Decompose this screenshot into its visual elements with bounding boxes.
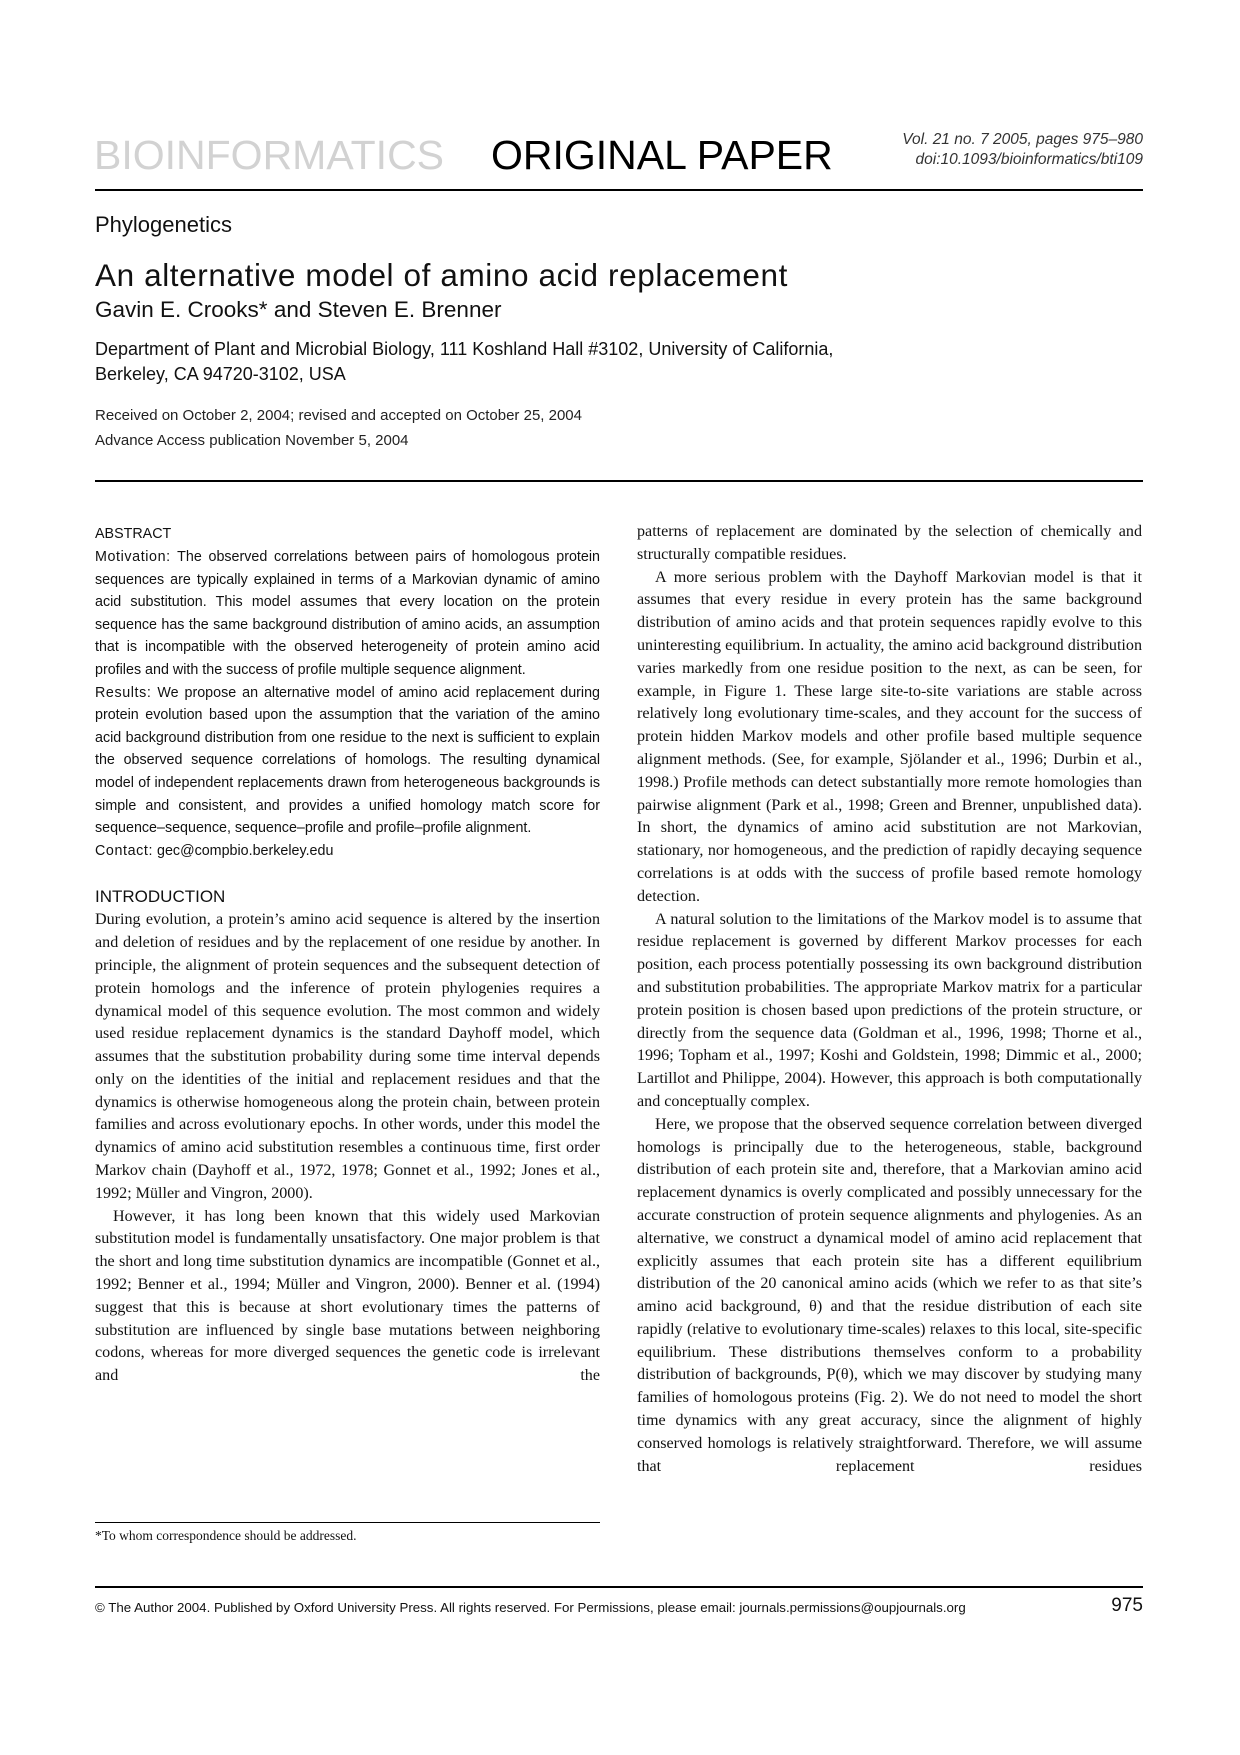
journal-name: BIOINFORMATICS — [94, 132, 445, 178]
abstract-contact — [95, 840, 600, 863]
body-paragraph: A natural solution to the limitations of the Markov model is to assume that residue replacement is governed by different Markov processes for each position, each process potentially possessing its own background distribution and substitution probabilities. The appropriate Markov matrix for a particular protein position is chosen based upon predictions of the protein structure, or directly from the sequence data (Goldman et al., 1996, 1998; Thorne et al., 1996; Topham et al., 1997; Koshi and Goldstein, 1998; Dimmic et al., 2000; Lartillot and Philippe, 2004). However, this approach is both computationally and conceptually complex. — [637, 910, 1142, 1110]
left-column — [95, 523, 600, 1388]
body-paragraph: However, it has long been known that this widely used Markovian substitution model is fundamentally unsatisfactory. One major problem is that the short and long time substitution dynamics are incompatible (Gonnet et al., 1992; Benner et al., 1994; Müller and Vingron, 2000). Benner et al. (1994) suggest that this is because at short evolutionary times the patterns of substitution are influenced by single base mutations between neighboring codons, whereas for more diverged sequences the genetic code is irrelevant and the — [95, 1207, 600, 1385]
paper-title: An alternative model of amino acid replacement — [95, 257, 788, 293]
right-column — [637, 521, 1142, 1478]
authors: Gavin E. Crooks* and Steven E. Brenner — [95, 297, 502, 322]
publication-dates — [95, 403, 582, 453]
front-matter-rule — [95, 480, 1143, 482]
advance-access-date: Advance Access publication November 5, 2004 — [95, 432, 409, 449]
footnote-rule — [95, 1522, 600, 1523]
section-category: Phylogenetics — [95, 212, 232, 237]
introduction-heading: INTRODUCTION — [95, 887, 226, 907]
copyright-notice: © The Author 2004. Published by Oxford University Press. All rights reserved. For Permissions, please email: journals.permissions@oupjournals.org — [95, 1600, 966, 1615]
body-paragraph: Here, we propose that the observed sequence correlation between diverged homologs is principally due to the heterogeneous, stable, background distribution of each protein site and, therefore, that a Markovian amino acid replacement dynamics is overly complicated and possibly unnecessary for the accurate construction of protein sequence alignments and phylogenies. As an alternative, we construct a dynamical model of amino acid replacement that explicitly assumes that each protein site has a different equilibrium distribution of the 20 canonical amino acids (which we refer to as that site’s amino acid background, θ) and that the residue distribution of each site rapidly (relative to evolutionary time-scales) relaxes to this local, site-specific equilibrium. These distributions themselves conform to a probability distribution of backgrounds, P(θ), which we may discover by studying many families of homologous proteins (Fig. 2). We do not need to model the short time dynamics with any great accuracy, since the alignment of highly conserved homologs is relatively straightforward. Therefore, we will assume that replacement residues — [637, 1115, 1142, 1475]
body-paragraph: During evolution, a protein’s amino acid sequence is altered by the insertion and deletion of residues and by the replacement of one residue by another. In principle, the alignment of protein sequences and the subsequent detection of protein homologs and the inference of protein phylogenies requires a dynamical model of this sequence evolution. The most common and widely used residue replacement dynamics is the standard Dayhoff model, which assumes that the substitution probability during some time interval depends only on the identities of the initial and replacement residues and that the dynamics is otherwise homogeneous along the protein chain, between protein families and across evolutionary epochs. In other words, under this model the dynamics of amino acid substitution resembles a continuous time, first order Markov chain (Dayhoff et al., 1972, 1978; Gonnet et al., 1992; Jones et al., 1992; Müller and Vingron, 2000). — [95, 911, 600, 1202]
contact-label: Contact: — [95, 842, 154, 859]
affiliation — [95, 337, 995, 387]
received-date: Received on October 2, 2004; revised and accepted on October 25, 2004 — [95, 407, 582, 424]
affiliation-line-1: Department of Plant and Microbial Biology, 111 Koshland Hall #3102, University of California, — [95, 339, 834, 359]
footer-rule — [95, 1586, 1143, 1588]
results-label: Results: — [95, 684, 152, 701]
paper-type: ORIGINAL PAPER — [491, 132, 833, 178]
citation-info — [902, 130, 1143, 170]
body-paragraph: patterns of replacement are dominated by the selection of chemically and structurally compatible residues. — [637, 523, 1142, 563]
results-text: We propose an alternative model of amino acid replacement during protein evolution based upon the assumption that the variation of the amino acid background distribution from one residue to the next is sufficient to explain the observed sequence correlations of homologs. The resulting dynamical model of independent replacements drawn from heterogeneous backgrounds is simple and consistent, and provides a unified homology match score for sequence–sequence, sequence–profile and profile–profile alignment. — [95, 684, 600, 837]
abstract-motivation — [95, 546, 600, 682]
doi-line: doi:10.1093/bioinformatics/bti109 — [915, 151, 1143, 168]
correspondence-footnote: *To whom correspondence should be addressed. — [95, 1528, 357, 1543]
volume-line: Vol. 21 no. 7 2005, pages 975–980 — [902, 131, 1143, 148]
contact-email[interactable]: gec@compbio.berkeley.edu — [153, 842, 334, 859]
header-rule — [95, 189, 1143, 191]
affiliation-line-2: Berkeley, CA 94720-3102, USA — [95, 364, 346, 384]
body-paragraph: A more serious problem with the Dayhoff Markovian model is that it assumes that every residue in every protein has the same background distribution of amino acids and that protein sequences rapidly evolve to this uninteresting equilibrium. In actuality, the amino acid background distribution varies markedly from one residue position to the next, as can be seen, for example, in Figure 1. These large site-to-site variations are stable across relatively long evolutionary time-scales, and they account for the success of protein hidden Markov models and other profile based multiple sequence alignment methods. (See, for example, Sjölander et al., 1996; Durbin et al., 1998.) Profile methods can detect substantially more remote homologies than pairwise alignment (Park et al., 1998; Green and Brenner, unpublished data). In short, the dynamics of amino acid substitution are not Markovian, stationary, nor homogeneous, and the prediction of rapidly decaying sequence correlations is at odds with the success of profile based remote homology detection. — [637, 568, 1142, 905]
abstract-results — [95, 682, 600, 840]
abstract-heading: ABSTRACT — [95, 526, 172, 542]
motivation-text: The observed correlations between pairs of homologous protein sequences are typically explained in terms of a Markovian dynamic of amino acid substitution. This model assumes that every location on the protein sequence has the same background distribution of amino acids, an assumption that is incompatible with the observed heterogeneity of protein amino acid profiles and with the success of profile multiple sequence alignment. — [95, 549, 600, 678]
page-number: 975 — [1111, 1595, 1143, 1616]
motivation-label: Motivation: — [95, 549, 171, 565]
